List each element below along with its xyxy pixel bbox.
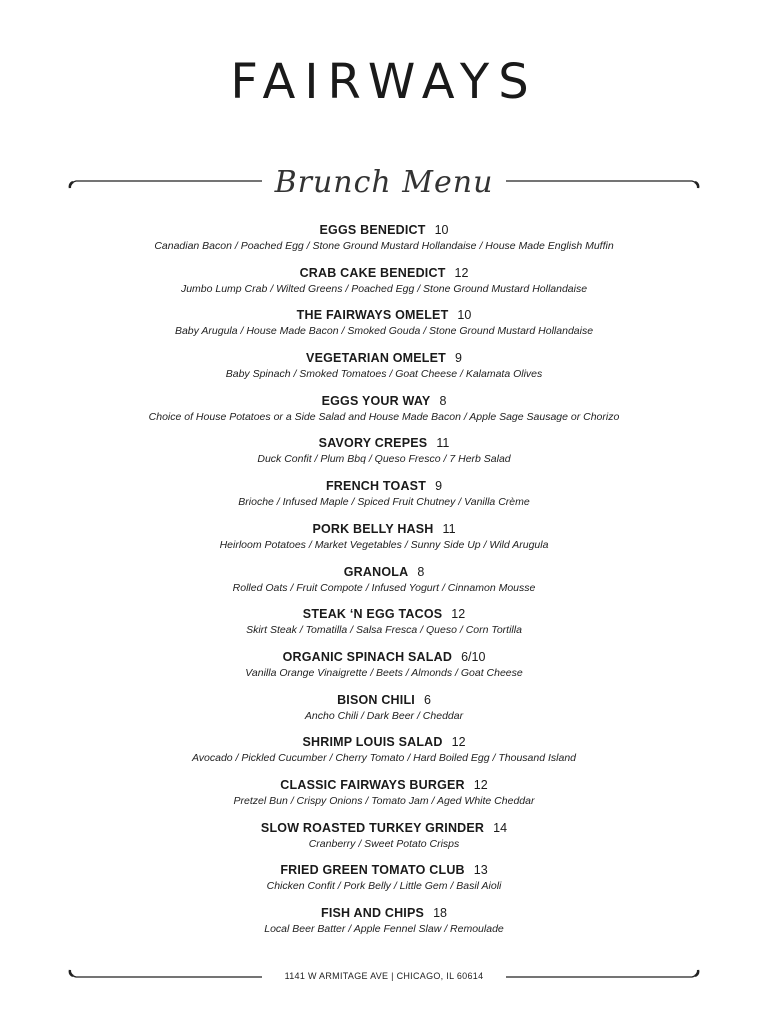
item-name: CLASSIC FAIRWAYS BURGER <box>280 777 465 792</box>
item-description: Chicken Confit / Pork Belly / Little Gem / Basil Aioli <box>266 880 502 893</box>
menu-item <box>0 350 768 393</box>
right-flourish <box>504 172 700 192</box>
item-description: Cranberry / Sweet Potato Crisps <box>308 837 460 850</box>
item-description: Local Beer Batter / Apple Fennel Slaw / Remoulade <box>264 923 504 935</box>
item-heading <box>0 692 768 709</box>
item-description: Avocado / Pickled Cucumber / Cherry Tomato / Hard Boiled Egg / Thousand Island <box>191 752 577 765</box>
item-name: ORGANIC SPINACH SALAD <box>282 649 453 664</box>
item-description: Jumbo Lump Crab / Wilted Greens / Poached Egg / Stone Ground Mustard Hollandaise <box>180 282 588 295</box>
item-name: VEGETARIAN OMELET <box>306 351 447 366</box>
item-heading <box>0 435 768 452</box>
item-price: 11 <box>436 436 450 451</box>
item-heading <box>0 606 768 623</box>
item-name: SLOW ROASTED TURKEY GRINDER <box>260 820 485 835</box>
item-price: 8 <box>417 564 425 579</box>
item-name: GRANOLA <box>343 564 409 579</box>
left-flourish <box>68 172 264 192</box>
menu-item <box>0 862 768 905</box>
item-price: 10 <box>434 223 449 237</box>
menu-list <box>0 222 768 948</box>
item-price: 11 <box>442 521 456 536</box>
menu-item <box>0 265 768 308</box>
item-name: SHRIMP LOUIS SALAD <box>302 735 443 750</box>
item-heading <box>0 777 768 794</box>
item-heading <box>0 862 768 879</box>
item-name: EGGS YOUR WAY <box>321 393 431 408</box>
menu-item <box>0 393 768 436</box>
title-rule <box>68 162 700 202</box>
menu-item <box>0 564 768 607</box>
item-heading <box>0 350 768 367</box>
item-name: EGGS BENEDICT <box>319 223 426 237</box>
item-price: 12 <box>454 265 469 280</box>
item-heading <box>0 521 768 538</box>
menu-item <box>0 905 768 948</box>
item-price: 14 <box>493 820 508 835</box>
item-heading <box>0 307 768 324</box>
menu-title: Brunch Menu <box>274 164 494 200</box>
item-heading <box>0 478 768 495</box>
item-heading <box>0 393 768 410</box>
item-name: FRIED GREEN TOMATO CLUB <box>280 863 465 878</box>
menu-item <box>0 222 768 265</box>
item-heading <box>0 905 768 922</box>
menu-item <box>0 649 768 692</box>
menu-item <box>0 307 768 350</box>
item-description: Rolled Oats / Fruit Compote / Infused Yogurt / Cinnamon Mousse <box>232 581 536 594</box>
item-heading <box>0 222 768 239</box>
item-price: 9 <box>435 479 443 494</box>
item-name: CRAB CAKE BENEDICT <box>299 265 446 280</box>
menu-item <box>0 777 768 820</box>
item-description: Ancho Chili / Dark Beer / Cheddar <box>304 709 464 722</box>
item-description: Pretzel Bun / Crispy Onions / Tomato Jam / Aged White Cheddar <box>233 794 535 807</box>
item-price: 12 <box>473 777 488 792</box>
item-heading <box>0 734 768 751</box>
item-price: 10 <box>457 308 472 323</box>
item-description: Choice of House Potatoes or a Side Salad and House Made Bacon / Apple Sage Sausage or Chorizo <box>148 410 620 423</box>
item-description: Brioche / Infused Maple / Spiced Fruit Chutney / Vanilla Crème <box>238 496 530 509</box>
item-heading <box>0 649 768 666</box>
item-name: FISH AND CHIPS <box>321 906 425 920</box>
menu-item <box>0 606 768 649</box>
item-heading <box>0 820 768 837</box>
left-flourish <box>68 966 264 986</box>
item-description: Heirloom Potatoes / Market Vegetables / Sunny Side Up / Wild Arugula <box>219 538 549 551</box>
menu-item <box>0 820 768 863</box>
item-description: Baby Arugula / House Made Bacon / Smoked Gouda / Stone Ground Mustard Hollandaise <box>174 325 594 338</box>
item-name: SAVORY CREPES <box>318 436 428 451</box>
item-price: 9 <box>455 351 462 366</box>
item-name: STEAK ‘N EGG TACOS <box>302 607 443 622</box>
menu-item <box>0 734 768 777</box>
item-price: 12 <box>451 735 466 750</box>
menu-item <box>0 478 768 521</box>
menu-item <box>0 692 768 735</box>
item-price: 6/10 <box>461 649 486 664</box>
item-price: 12 <box>451 607 466 622</box>
item-name: THE FAIRWAYS OMELET <box>296 308 449 323</box>
item-description: Canadian Bacon / Poached Egg / Stone Ground Mustard Hollandaise / House Made English Muffin <box>154 240 614 252</box>
right-flourish <box>504 966 700 986</box>
item-description: Baby Spinach / Smoked Tomatoes / Goat Cheese / Kalamata Olives <box>225 368 543 381</box>
item-description: Skirt Steak / Tomatilla / Salsa Fresca / Queso / Corn Tortilla <box>246 624 522 637</box>
item-price: 18 <box>433 906 447 920</box>
item-price: 6 <box>423 692 431 707</box>
item-name: PORK BELLY HASH <box>312 521 434 536</box>
item-description: Vanilla Orange Vinaigrette / Beets / Almonds / Goat Cheese <box>245 666 523 679</box>
address: 1141 W ARMITAGE AVE | CHICAGO, IL 60614 <box>284 971 484 981</box>
item-heading <box>0 564 768 581</box>
item-name: FRENCH TOAST <box>325 479 427 494</box>
item-name: BISON CHILI <box>337 692 415 707</box>
item-description: Duck Confit / Plum Bbq / Queso Fresco / 7 Herb Salad <box>257 453 511 466</box>
brand-title: FAIRWAYS <box>230 54 538 110</box>
item-price: 8 <box>439 393 447 408</box>
menu-item <box>0 435 768 478</box>
item-price: 13 <box>473 863 488 878</box>
item-heading <box>0 265 768 282</box>
menu-item <box>0 521 768 564</box>
footer-rule <box>68 956 700 996</box>
